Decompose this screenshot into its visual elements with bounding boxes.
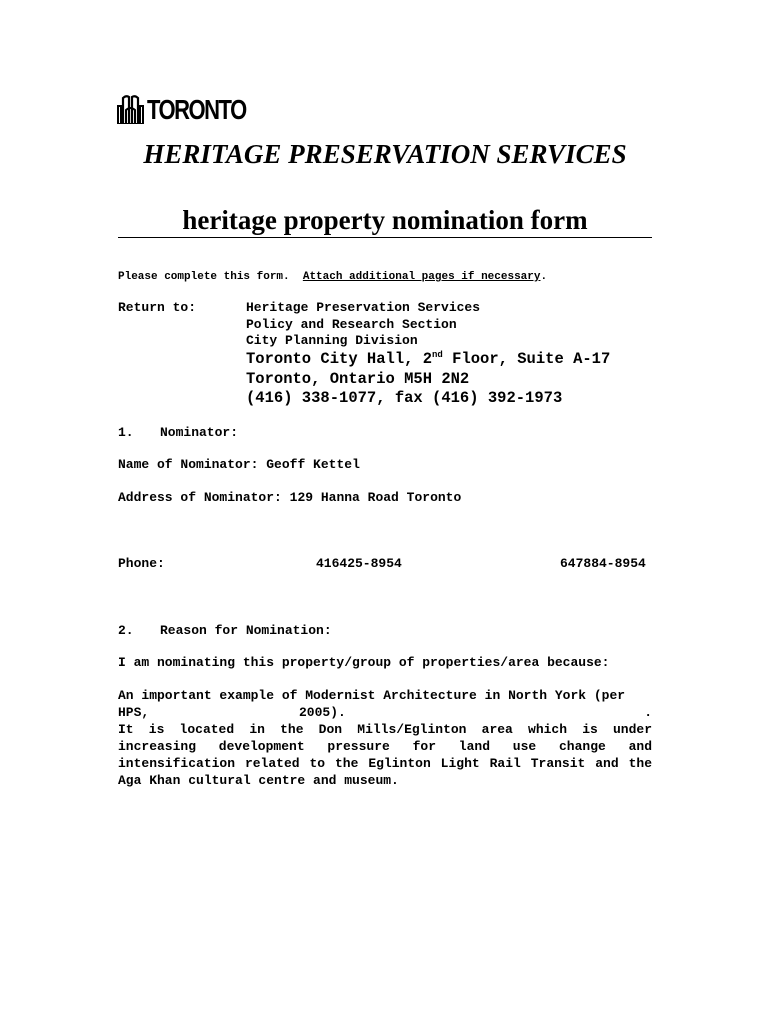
- reason-paragraph: It is located in the Don Mills/Eglinton area which is under increasing development pressure for land use change and intensification related to the Eglinton Light Rail Transit and the Aga Khan cultural centre and museum.: [118, 722, 652, 788]
- nominator-name-label: Name of Nominator:: [118, 457, 259, 472]
- return-address-line-5: Toronto, Ontario M5H 2N2: [246, 370, 470, 388]
- instructions-period: .: [540, 271, 548, 283]
- ordinal-suffix: nd: [432, 350, 443, 360]
- return-address-line-1: Heritage Preservation Services: [246, 300, 481, 315]
- address-line-4-start: Toronto City Hall, 2: [246, 350, 433, 368]
- reason-line-2-year: 2005).: [299, 705, 346, 720]
- return-address-line-4: [246, 350, 610, 370]
- section-1-number: 1.: [118, 425, 134, 440]
- return-address-line-3: City Planning Division: [246, 333, 418, 348]
- return-to-label: Return to:: [118, 300, 197, 315]
- nomination-prompt: I am nominating this property/group of properties/area because:: [118, 655, 610, 670]
- nominator-name-row: [118, 456, 360, 473]
- section-2-number: 2.: [118, 623, 134, 638]
- section-2-title: Reason for Nomination:: [160, 623, 332, 638]
- title-divider: [118, 237, 652, 238]
- instructions-lead: Please complete this form.: [118, 271, 290, 283]
- toronto-logo: [117, 92, 246, 124]
- logo-wordmark: TORONTO: [147, 94, 246, 126]
- nominator-name-value: Geoff Kettel: [266, 457, 360, 472]
- return-address-line-2: Policy and Research Section: [246, 317, 457, 332]
- return-address-phone-fax: (416) 338-1077, fax (416) 392-1973: [246, 389, 563, 407]
- phone-label: Phone:: [118, 556, 165, 571]
- instructions-attach: Attach additional pages if necessary: [302, 271, 541, 283]
- reason-line-2-hps: HPS,: [118, 705, 150, 720]
- city-hall-icon: [117, 94, 144, 124]
- form-subtitle: heritage property nomination form: [182, 205, 588, 235]
- nominator-address-label: Address of Nominator:: [118, 490, 282, 505]
- phone-number-1: 416425-8954: [316, 556, 402, 571]
- nominator-address-row: [118, 489, 461, 506]
- address-line-4-end: Floor, Suite A-17: [442, 350, 611, 368]
- reason-line-2: [118, 704, 652, 721]
- section-1-title: Nominator:: [160, 425, 239, 440]
- page-title: HERITAGE PRESERVATION SERVICES: [143, 139, 627, 169]
- reason-line-2-dot: .: [644, 705, 652, 720]
- reason-line-1: An important example of Modernist Architecture in North York (per: [118, 688, 626, 703]
- phone-number-2: 647884-8954: [560, 556, 646, 571]
- instructions: [118, 270, 547, 284]
- nominator-address-value: 129 Hanna Road Toronto: [289, 490, 462, 505]
